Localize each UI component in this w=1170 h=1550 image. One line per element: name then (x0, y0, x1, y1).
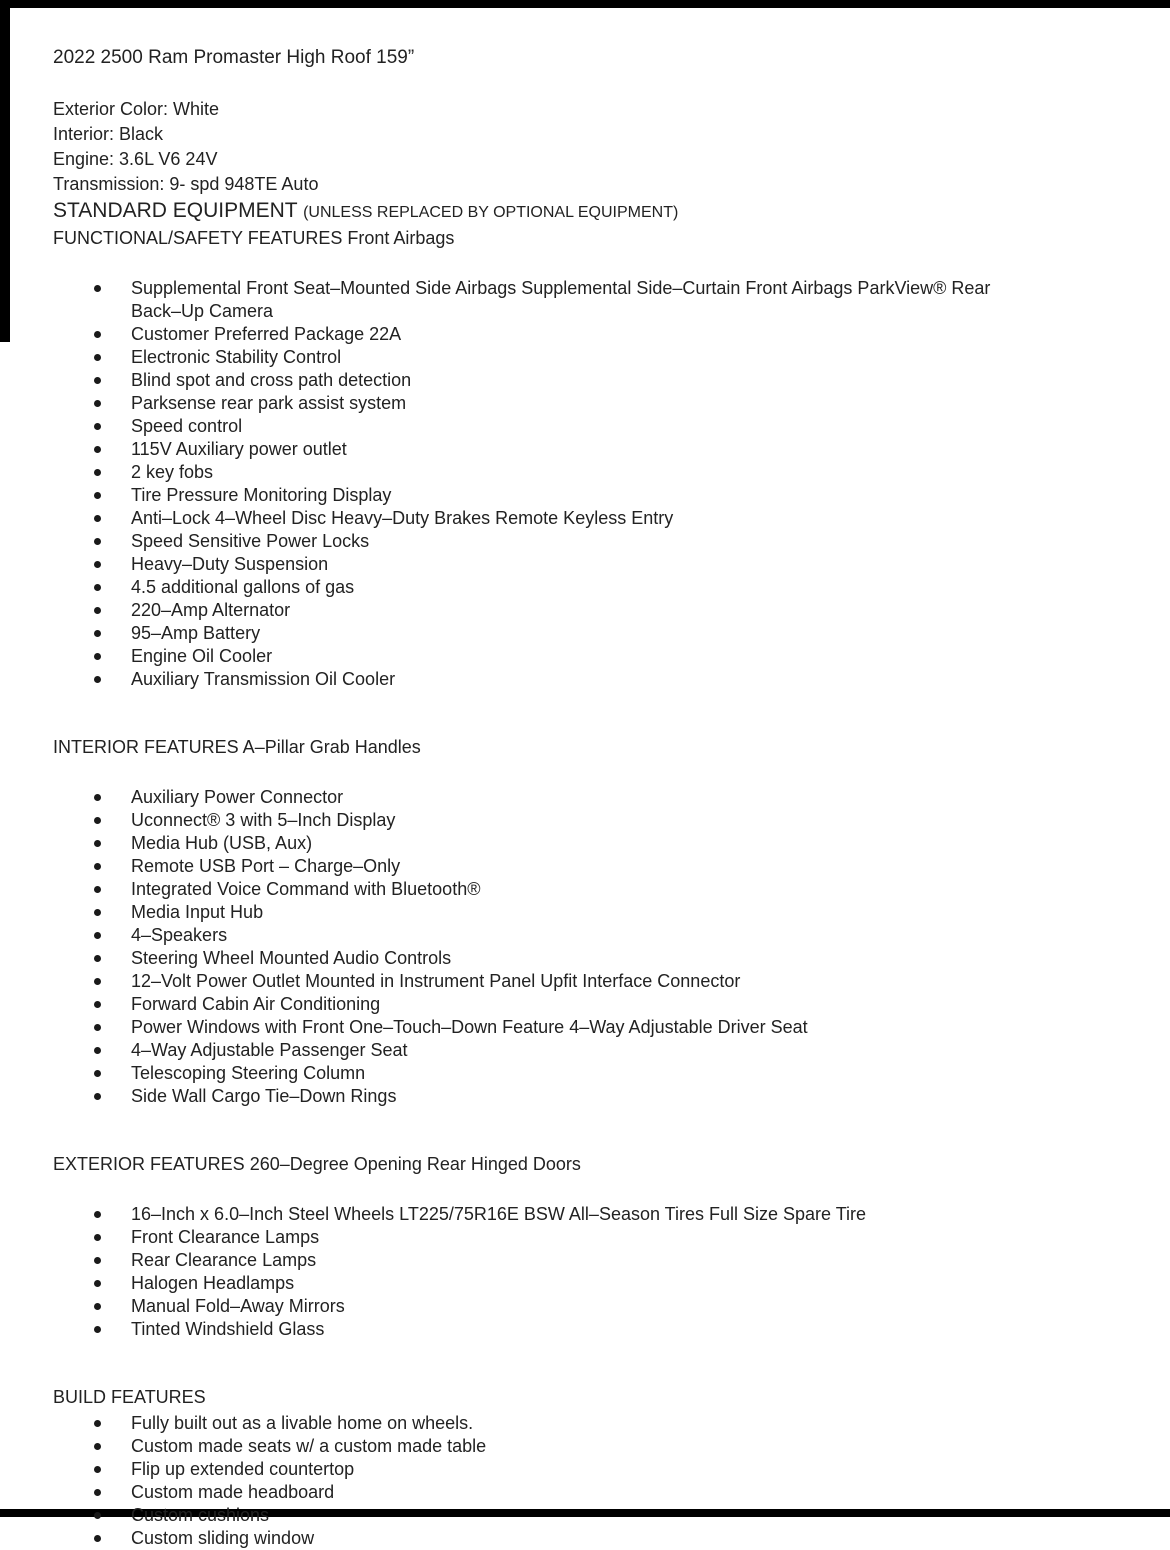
list-item: Tinted Windshield Glass (53, 1318, 1043, 1341)
standard-equipment-heading: STANDARD EQUIPMENT (53, 199, 298, 222)
list-item: 12–Volt Power Outlet Mounted in Instrument Panel Upfit Interface Connector (53, 970, 1043, 993)
list-item: Fully built out as a livable home on wheels. (53, 1412, 1043, 1435)
list-item: Flip up extended countertop (53, 1458, 1043, 1481)
list-item: Engine Oil Cooler (53, 645, 1043, 668)
list-item: 115V Auxiliary power outlet (53, 438, 1043, 461)
section-heading: EXTERIOR FEATURES 260–Degree Opening Rear Hinged Doors (53, 1154, 581, 1174)
document-title: 2022 2500 Ram Promaster High Roof 159” (53, 47, 415, 68)
list-item: Auxiliary Transmission Oil Cooler (53, 668, 1043, 691)
list-item: Heavy–Duty Suspension (53, 553, 1043, 576)
list-item: Exterior Color: White (53, 99, 220, 119)
section-exterior-features (53, 1152, 1110, 1341)
list-item: Engine: 3.6L V6 24V (53, 149, 218, 169)
list-item: Halogen Headlamps (53, 1272, 1043, 1295)
list-item: Integrated Voice Command with Bluetooth® (53, 878, 1043, 901)
feature-list (53, 786, 1043, 1108)
list-item: Anti–Lock 4–Wheel Disc Heavy–Duty Brakes Remote Keyless Entry (53, 507, 1043, 530)
list-item: Uconnect® 3 with 5–Inch Display (53, 809, 1043, 832)
list-item: Custom sliding window (53, 1527, 1043, 1550)
list-item: Auxiliary Power Connector (53, 786, 1043, 809)
list-item: Blind spot and cross path detection (53, 369, 1043, 392)
standard-equipment-note: (UNLESS REPLACED BY OPTIONAL EQUIPMENT) (303, 204, 679, 221)
section-interior-features (53, 735, 1110, 1108)
vehicle-spec-list (53, 97, 1110, 197)
list-item: Interior: Black (53, 124, 164, 144)
list-item: Electronic Stability Control (53, 346, 1043, 369)
list-item: Customer Preferred Package 22A (53, 323, 1043, 346)
list-item: Remote USB Port – Charge–Only (53, 855, 1043, 878)
feature-list (53, 1412, 1043, 1550)
list-item: Forward Cabin Air Conditioning (53, 993, 1043, 1016)
list-item: Steering Wheel Mounted Audio Controls (53, 947, 1043, 970)
section-heading: INTERIOR FEATURES A–Pillar Grab Handles (53, 737, 421, 757)
list-item: 4–Way Adjustable Passenger Seat (53, 1039, 1043, 1062)
section-build-features (53, 1385, 1110, 1550)
list-item: Parksense rear park assist system (53, 392, 1043, 415)
feature-list (53, 1203, 1043, 1341)
list-item: Rear Clearance Lamps (53, 1249, 1043, 1272)
section-functional-safety (53, 226, 1110, 691)
list-item: Manual Fold–Away Mirrors (53, 1295, 1043, 1318)
section-heading: BUILD FEATURES (53, 1387, 206, 1407)
list-item: 220–Amp Alternator (53, 599, 1043, 622)
list-item: Media Hub (USB, Aux) (53, 832, 1043, 855)
list-item: 2 key fobs (53, 461, 1043, 484)
list-item: 4.5 additional gallons of gas (53, 576, 1043, 599)
list-item: Power Windows with Front One–Touch–Down Feature 4–Way Adjustable Driver Seat (53, 1016, 1043, 1039)
list-item: 95–Amp Battery (53, 622, 1043, 645)
list-item: Telescoping Steering Column (53, 1062, 1043, 1085)
list-item: Front Clearance Lamps (53, 1226, 1043, 1249)
list-item: Side Wall Cargo Tie–Down Rings (53, 1085, 1043, 1108)
feature-list (53, 277, 1043, 691)
list-item: Media Input Hub (53, 901, 1043, 924)
list-item: Transmission: 9- spd 948TE Auto (53, 174, 319, 194)
list-item: 16–Inch x 6.0–Inch Steel Wheels LT225/75R16E BSW All–Season Tires Full Size Spare Tire (53, 1203, 1043, 1226)
list-item: Custom made headboard (53, 1481, 1043, 1504)
list-item: Tire Pressure Monitoring Display (53, 484, 1043, 507)
list-item: 4–Speakers (53, 924, 1043, 947)
list-item: Custom cushions (53, 1504, 1043, 1527)
list-item: Supplemental Front Seat–Mounted Side Airbags Supplemental Side–Curtain Front Airbags ParkView® Rear Back–Up Camera (53, 277, 1043, 323)
list-item: Speed control (53, 415, 1043, 438)
list-item: Speed Sensitive Power Locks (53, 530, 1043, 553)
section-heading: FUNCTIONAL/SAFETY FEATURES Front Airbags (53, 228, 455, 248)
standard-equipment-line (53, 197, 1110, 226)
list-item: Custom made seats w/ a custom made table (53, 1435, 1043, 1458)
